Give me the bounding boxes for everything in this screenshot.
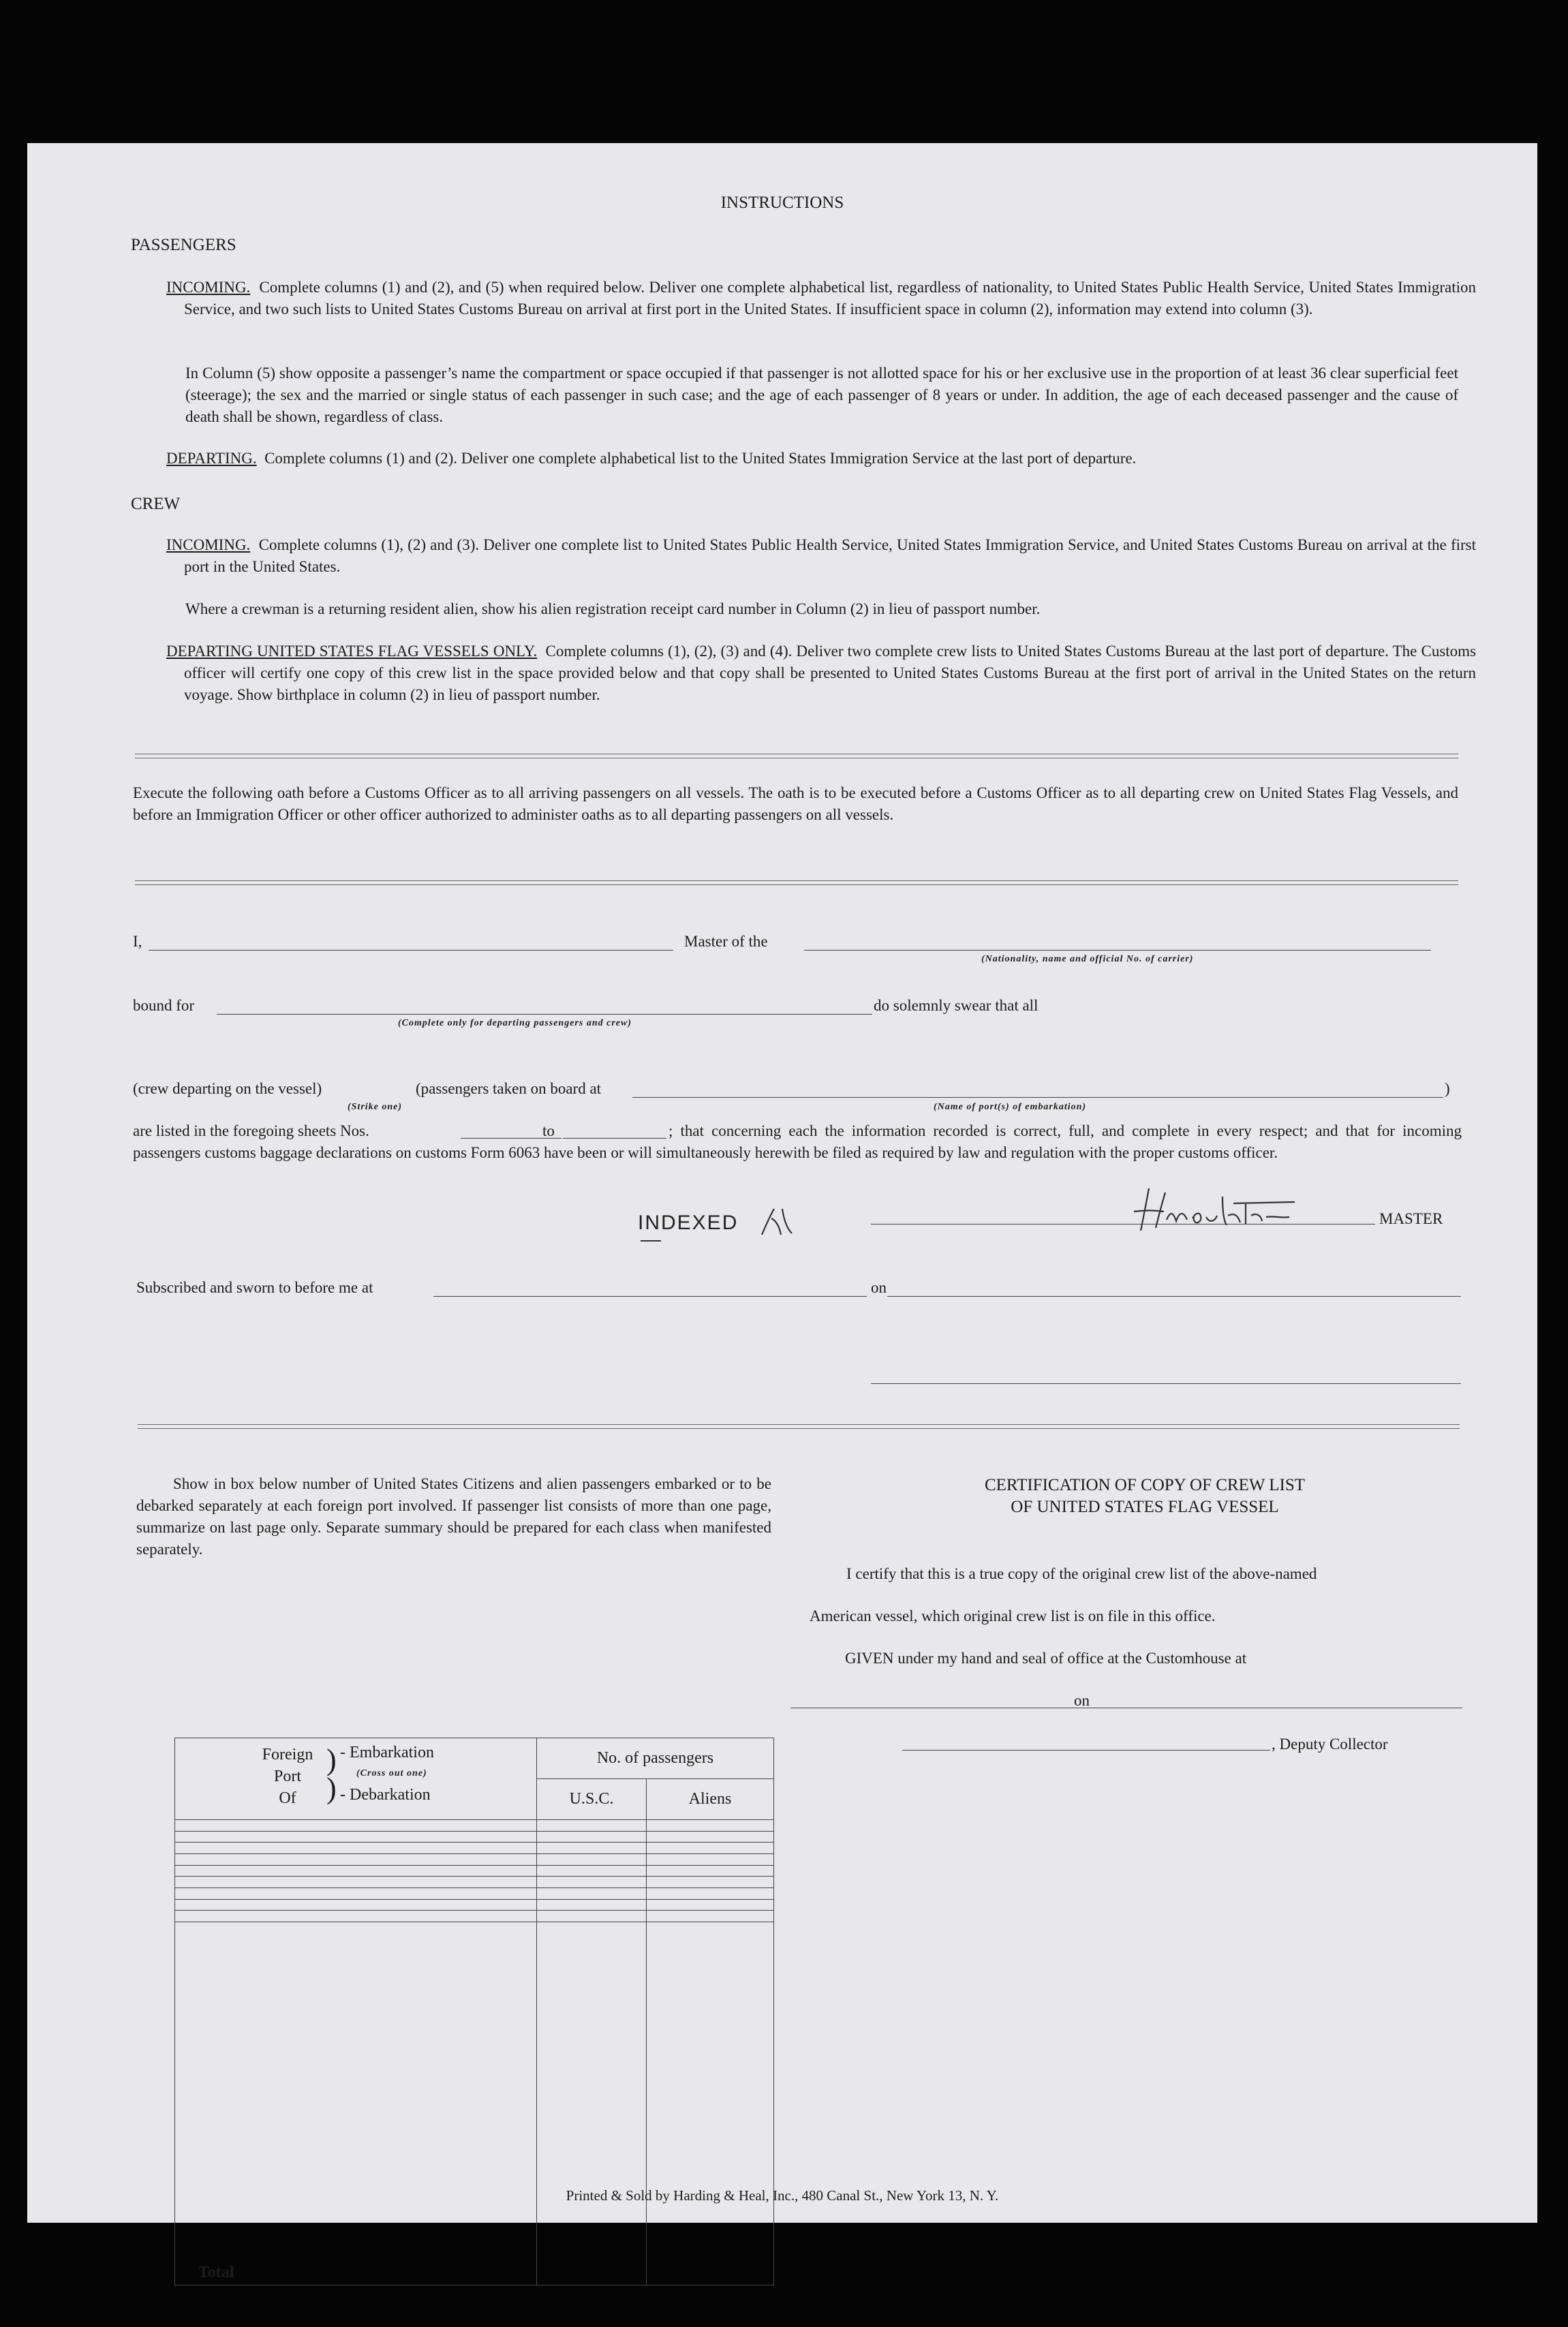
indexed-stamp: INDEXED (638, 1212, 739, 1234)
oath-i-label: I, (133, 933, 142, 950)
aliens-total-cell[interactable] (647, 1922, 774, 2285)
usc-cell[interactable] (537, 1887, 647, 1899)
certification-title-line1: CERTIFICATION OF COPY OF CREW LIST (984, 1476, 1306, 1494)
table-row (175, 1843, 774, 1854)
no-of-passengers-header: No. of passengers (537, 1738, 774, 1779)
cert-on-label: on (1074, 1692, 1090, 1709)
master-of-the-label: Master of the (684, 933, 768, 950)
ports-note: (Name of port(s) of embarkation) (934, 1102, 1087, 1112)
certification-title (818, 1475, 1472, 1518)
usc-cell[interactable] (537, 1843, 647, 1854)
usc-cell[interactable] (537, 1865, 647, 1877)
incoming-label: INCOMING. (166, 279, 251, 296)
aliens-cell[interactable] (647, 1911, 774, 1922)
bound-for-label: bound for (133, 997, 195, 1014)
debarkation-option[interactable]: - Debarkation (340, 1785, 431, 1804)
port-cell[interactable] (175, 1820, 537, 1832)
usc-cell[interactable] (537, 1820, 647, 1832)
usc-total-cell[interactable] (537, 1922, 647, 2285)
master-name-field[interactable] (149, 950, 673, 951)
cert-line2: American vessel, which original crew list is on file in this office. (810, 1607, 1216, 1624)
port-cell[interactable] (175, 1899, 537, 1911)
stamp-mark (641, 1240, 661, 1242)
deputy-collector-label: , Deputy Collector (1272, 1736, 1388, 1753)
aliens-cell[interactable] (647, 1877, 774, 1888)
table-row (175, 1911, 774, 1922)
aliens-cell[interactable] (647, 1899, 774, 1911)
crew-incoming-label: INCOMING. (166, 536, 251, 553)
port-cell[interactable] (175, 1911, 537, 1922)
cert-line3: GIVEN under my hand and seal of office at the Customhouse at (845, 1650, 1247, 1667)
port-cell[interactable] (175, 1853, 537, 1865)
table-row (175, 1853, 774, 1865)
cert-line1: I certify that this is a true copy of the original crew list of the above-named (846, 1565, 1317, 1582)
port-cell[interactable] (175, 1843, 537, 1854)
sworn-place-field[interactable] (433, 1296, 867, 1297)
embarkation-option[interactable]: - Embarkation (340, 1743, 434, 1761)
carrier-note: (Nationality, name and official No. of carrier) (981, 954, 1194, 964)
departing-text: Complete columns (1) and (2). Deliver one complete alphabetical list to the United States Immigration Service at the last port of departure. (264, 450, 1137, 467)
port-cell[interactable] (175, 1887, 537, 1899)
brace-bottom: ) (326, 1771, 337, 1805)
table-row (175, 1877, 774, 1888)
bound-for-field[interactable] (217, 1014, 872, 1015)
usc-cell[interactable] (537, 1877, 647, 1888)
foreign-label: Foreign (262, 1745, 313, 1763)
usc-cell[interactable] (537, 1853, 647, 1865)
form-page (27, 143, 1537, 2281)
usc-cell[interactable] (537, 1911, 647, 1922)
usc-cell[interactable] (537, 1831, 647, 1843)
aliens-cell[interactable] (647, 1853, 774, 1865)
passengers-taken-option[interactable]: (passengers taken on board at (416, 1080, 602, 1097)
listed-text-a: are listed in the foregoing sheets Nos. (133, 1122, 369, 1139)
port-cell[interactable] (175, 1877, 537, 1888)
brace-top: ) (326, 1742, 337, 1776)
divider-1 (135, 754, 1458, 758)
aliens-header: Aliens (647, 1779, 774, 1820)
divider-2 (135, 880, 1458, 885)
table-row (175, 1899, 774, 1911)
port-cell[interactable] (175, 1831, 537, 1843)
crew-heading: CREW (131, 495, 181, 513)
carrier-field[interactable] (804, 950, 1431, 951)
swear-text: do solemnly swear that all (874, 997, 1039, 1014)
listed-text-b: ; that concerning each the information recorded is correct, full, and complete in every respect; and that for incoming passengers customs baggage declarations on customs Form 6063 have been or will simultaneously herewith be filed as required by law and regulation with the proper customs officer. (133, 1122, 1462, 1161)
page-title: INSTRUCTIONS (720, 194, 844, 212)
aliens-cell[interactable] (647, 1887, 774, 1899)
table-row (175, 1831, 774, 1843)
table-row (175, 1865, 774, 1877)
master-signature (1131, 1183, 1336, 1237)
port-cell[interactable] (175, 1865, 537, 1877)
oath-intro: Execute the following oath before a Customs Officer as to all arriving passengers on all vessels. The oath is to be executed before a Customs Officer as to all departing crew on United States Flag Vessels, and before an Immigration Officer or other officer authorized to administer oaths as to all departing passengers on all vessels. (133, 784, 1458, 823)
aliens-cell[interactable] (647, 1865, 774, 1877)
strike-note: (Strike one) (348, 1102, 403, 1112)
usc-header: U.S.C. (537, 1779, 647, 1820)
departing-flag-text: Complete columns (1), (2), (3) and (4). Deliver two complete crew lists to United States Customs Bureau at the last port of departure. The Customs officer will certify one copy of this crew list in the space provided below and that copy shall be presented to United States Customs Bureau at the first port of arrival in the United States on the return voyage. Show birthplace in column (2) in lieu of passport number. (184, 643, 1477, 703)
total-row (175, 1922, 774, 2285)
cross-out-note: (Cross out one) (356, 1768, 427, 1778)
listed-to-text: to (542, 1122, 555, 1139)
port-label: Port (273, 1767, 301, 1785)
table-row (175, 1887, 774, 1899)
column5-paragraph: In Column (5) show opposite a passenger’s name the compartment or space occupied if that passenger is not allotted space for his or her exclusive use in the proportion of at least 36 clear superficial feet (steerage); the sex and the married or single status of each passenger in such case; and the age of each passenger of 8 years or under. In addition, the age of each deceased passenger and the cause of death shall be shown, regardless of class. (185, 365, 1458, 425)
incoming-text: Complete columns (1) and (2), and (5) when required below. Deliver one complete alphabetical list, regardless of nationality, to United States Public Health Service, United States Immigration Service, and two such lists to United States Customs Bureau on arrival at first port in the United States. If insufficient space in column (2), information may extend into column (3). (184, 279, 1477, 318)
complete-note: (Complete only for departing passengers and crew) (398, 1018, 632, 1028)
crew-departing-option[interactable]: (crew departing on the vessel) (133, 1080, 322, 1097)
departing-paragraph (166, 448, 1458, 469)
port-header-cell (175, 1738, 537, 1820)
subscribed-label: Subscribed and sworn to before me at (136, 1279, 373, 1296)
divider-3 (138, 1424, 1460, 1429)
of-label: Of (279, 1789, 296, 1807)
indexed-initials (756, 1205, 797, 1239)
officer-signature-line[interactable] (871, 1383, 1461, 1384)
crew-incoming-paragraph (166, 534, 1476, 578)
crew-incoming-text: Complete columns (1), (2) and (3). Deliver one complete list to United States Public Health Service, United States Immigration Service, and United States Customs Bureau on arrival at the first port in the United States. (184, 536, 1476, 575)
sworn-date-field[interactable] (887, 1296, 1461, 1297)
printer-footer: Printed & Sold by Harding & Heal, Inc., 480 Canal St., New York 13, N. Y. (566, 2187, 999, 2204)
departing-flag-label: DEPARTING UNITED STATES FLAG VESSELS ONLY. (166, 643, 538, 660)
incoming-paragraph (166, 277, 1476, 320)
certification-title-line2: OF UNITED STATES FLAG VESSEL (1011, 1498, 1279, 1516)
table-row (175, 1820, 774, 1832)
close-paren: ) (1445, 1080, 1450, 1097)
aliens-cell[interactable] (647, 1820, 774, 1832)
passengers-heading: PASSENGERS (131, 236, 236, 254)
usc-cell[interactable] (537, 1899, 647, 1911)
deputy-signature-line[interactable] (902, 1750, 1270, 1751)
departing-label: DEPARTING. (166, 450, 257, 467)
summary-instructions: Show in box below number of United States Citizens and alien passengers embarked or to be debarked separately at each foreign port involved. If passenger list consists of more than one page, summarize on last page only. Separate summary should be prepared for each class when manifested separately. (136, 1475, 771, 1558)
master-label: MASTER (1379, 1210, 1443, 1227)
total-label: Total (175, 1922, 537, 2285)
ports-field[interactable] (632, 1097, 1443, 1098)
aliens-cell[interactable] (647, 1831, 774, 1843)
departing-flag-paragraph (166, 641, 1476, 706)
crewman-paragraph: Where a crewman is a returning resident alien, show his alien registration receipt card number in Column (2) in lieu of passport number. (185, 600, 1041, 617)
aliens-cell[interactable] (647, 1843, 774, 1854)
sworn-on-label: on (871, 1279, 887, 1296)
